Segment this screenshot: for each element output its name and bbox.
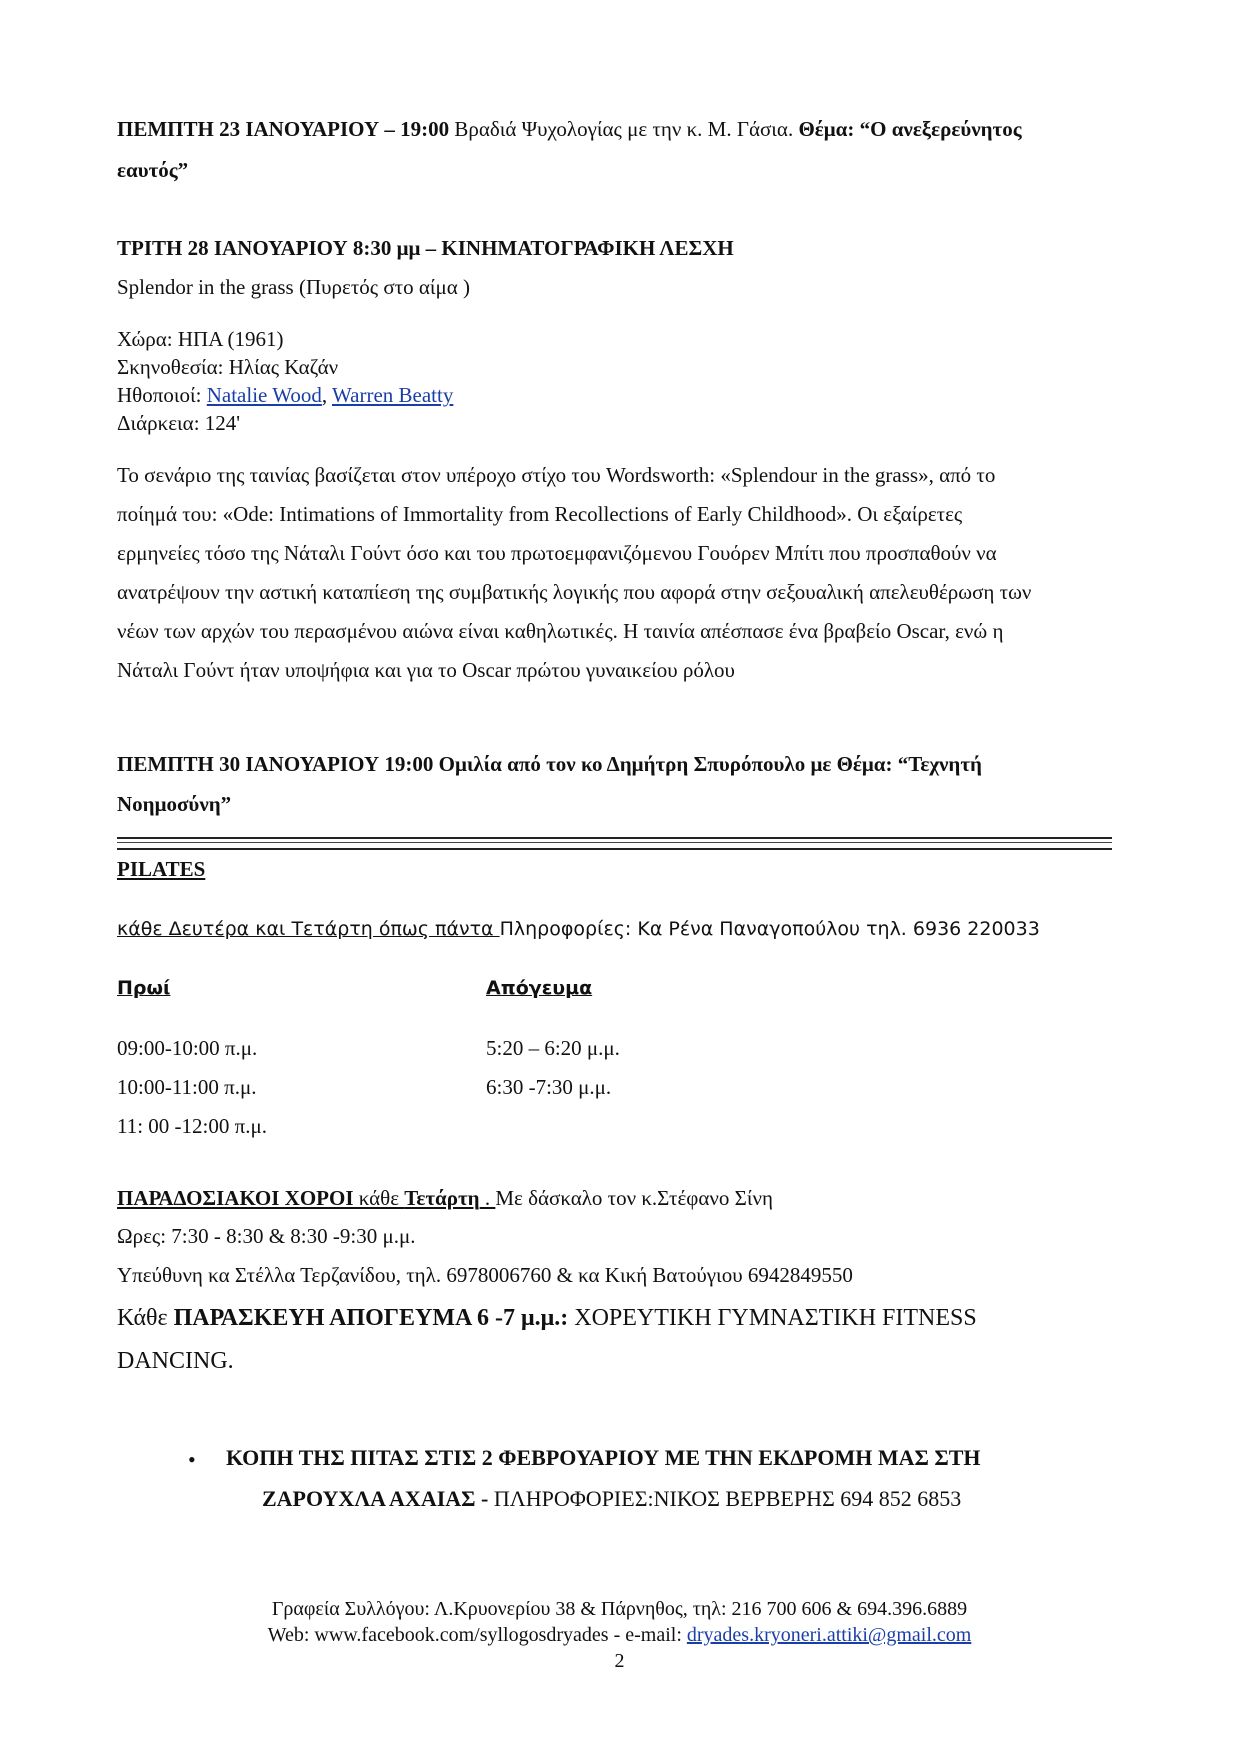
- event-1-date: ΠΕΜΠΤΗ 23 ΙΑΝΟΥΑΡΙΟΥ – 19:00: [117, 117, 450, 141]
- film-actors: [117, 383, 453, 408]
- film-club-header: ΤΡΙΤΗ 28 ΙΑΝΟΥΑΡΙΟΥ 8:30 μμ – ΚΙΝΗΜΑΤΟΓΡΑΦΙΚΗ ΛΕΣΧΗ: [117, 236, 734, 260]
- pita-place: ΖΑΡΟΥΧΛΑ ΑΧΑΙΑΣ -: [262, 1486, 489, 1511]
- pilates-morning-slot: 10:00-11:00 π.μ.: [117, 1075, 257, 1099]
- film-actors-label: Ηθοποιοί:: [117, 383, 207, 407]
- pilates-title: PILATES: [117, 857, 206, 881]
- dances-title: ΠΑΡΑΔΟΣΙΑΚΟΙ ΧΟΡΟΙ: [117, 1186, 354, 1210]
- actor-link-natalie-wood[interactable]: Natalie Wood: [206, 383, 322, 407]
- dances-every: κάθε: [353, 1186, 405, 1210]
- fitness-line: [117, 1305, 977, 1332]
- pita-line2: [262, 1486, 961, 1512]
- event-1-topic: Θέμα: “Ο ανεξερεύνητος: [793, 117, 1022, 141]
- section-separator: [117, 837, 1112, 850]
- event-3-line1: ΠΕΜΠΤΗ 30 ΙΑΝΟΥΑΡΙΟΥ 19:00 Ομιλία από τον κο Δημήτρη Σπυρόπουλο με Θέμα: “Τεχνητή: [117, 752, 982, 776]
- fitness-time: ΠΑΡΑΣΚΕΥΗ ΑΠΟΓΕΥΜΑ 6 -7 μ.μ.:: [173, 1305, 569, 1331]
- pilates-morning-slot: 09:00-10:00 π.μ.: [117, 1036, 258, 1060]
- film-description-line: ανατρέψουν την αστική καταπίεση της συμβατικής λογικής που αφορά στην σεξουαλική απελευθέρωση των: [117, 580, 1032, 604]
- film-title: Splendor in the grass (Πυρετός στο αίμα ): [117, 275, 471, 299]
- footer-offices: Γραφεία Συλλόγου: Λ.Κρυονερίου 38 & Πάρνηθος, τηλ: 216 700 606 & 694.396.6889: [271, 1598, 968, 1620]
- fitness-prefix: Κάθε: [117, 1305, 174, 1331]
- footer-web: [0, 1624, 1239, 1647]
- film-duration: Διάρκεια: 124': [117, 411, 241, 435]
- dances-teacher: Με δάσκαλο τον κ.Στέφανο Σίνη: [495, 1186, 773, 1210]
- event-3-line2: Νοημοσύνη”: [117, 792, 232, 816]
- pilates-morning-header: Πρωί: [117, 977, 171, 999]
- film-description-line: νέων των αρχών του περασμένου αιώνα είναι καθηλωτικές. Η ταινία απέσπασε ένα βραβείο Oscar, ενώ η: [117, 619, 1004, 643]
- pita-info: ΠΛΗΡΟΦΟΡΙΕΣ:ΝΙΚΟΣ ΒΕΡΒΕΡΗΣ 694 852 6853: [488, 1486, 962, 1511]
- event-1-description: Βραδιά Ψυχολογίας με την κ. Μ. Γάσια.: [449, 117, 794, 141]
- pilates-info-line: [117, 918, 1040, 940]
- dances-contacts: Υπεύθυνη κα Στέλλα Τερζανίδου, τηλ. 6978006760 & κα Κική Βατούγιου 6942849550: [117, 1263, 853, 1287]
- event-1-line2: εαυτός”: [117, 158, 189, 182]
- bullet-icon: •: [188, 1447, 196, 1472]
- actor-separator: ,: [321, 383, 332, 407]
- dances-hours: Ωρες: 7:30 - 8:30 & 8:30 -9:30 μ.μ.: [117, 1224, 416, 1248]
- footer-email-link[interactable]: dryades.kryoneri.attiki@gmail.com: [686, 1624, 972, 1646]
- dances-day: Τετάρτη: [404, 1186, 480, 1210]
- film-description-line: ερμηνείες τόσο της Νάταλι Γούντ όσο και του πρωτοεμφανιζόμενου Γουόρεν Μπίτι που προσπαθούν να: [117, 541, 997, 565]
- film-description-line: ποίημά του: «Ode: Intimations of Immortality from Recollections of Early Childhood». Οι εξαίρετες: [117, 502, 963, 526]
- film-description-line: Νάταλι Γούντ ήταν υποψήφια και για το Oscar πρώτου γυναικείου ρόλου: [117, 658, 735, 682]
- footer-web-text: Web: www.facebook.com/syllogosdryades - e-mail:: [267, 1624, 687, 1646]
- film-country: Χώρα: ΗΠΑ (1961): [117, 327, 284, 351]
- actor-link-warren-beatty[interactable]: Warren Beatty: [332, 383, 454, 407]
- pilates-morning-slot: 11: 00 -12:00 π.μ.: [117, 1114, 267, 1138]
- dances-header: [117, 1186, 773, 1211]
- pita-line1: ΚΟΠΗ ΤΗΣ ΠΙΤΑΣ ΣΤΙΣ 2 ΦΕΒΡΟΥΑΡΙΟΥ ΜΕ ΤΗΝ ΕΚΔΡΟΜΗ ΜΑΣ ΣΤΗ: [226, 1445, 981, 1470]
- page-number: 2: [614, 1650, 625, 1672]
- pilates-contact: Πληροφορίες: Κα Ρένα Παναγοπούλου τηλ. 6936 220033: [499, 918, 1040, 940]
- pilates-days: κάθε Δευτέρα και Τετάρτη όπως πάντα: [117, 918, 500, 940]
- pilates-evening-header: Απόγευμα: [486, 977, 593, 999]
- film-director: Σκηνοθεσία: Ηλίας Καζάν: [117, 355, 339, 379]
- pilates-evening-slot: 5:20 – 6:20 μ.μ.: [486, 1036, 620, 1060]
- pilates-evening-slot: 6:30 -7:30 μ.μ.: [486, 1075, 612, 1099]
- film-description-line: Το σενάριο της ταινίας βασίζεται στον υπέροχο στίχο του Wordsworth: «Splendour in the grass», από το: [117, 463, 996, 487]
- event-1-line1: [117, 117, 1022, 142]
- dances-gap: .: [479, 1186, 496, 1210]
- fitness-name: ΧΟΡΕΥΤΙΚΗ ΓΥΜΝΑΣΤΙΚΗ FITNESS: [568, 1305, 977, 1331]
- fitness-line-2: DANCING.: [117, 1348, 234, 1374]
